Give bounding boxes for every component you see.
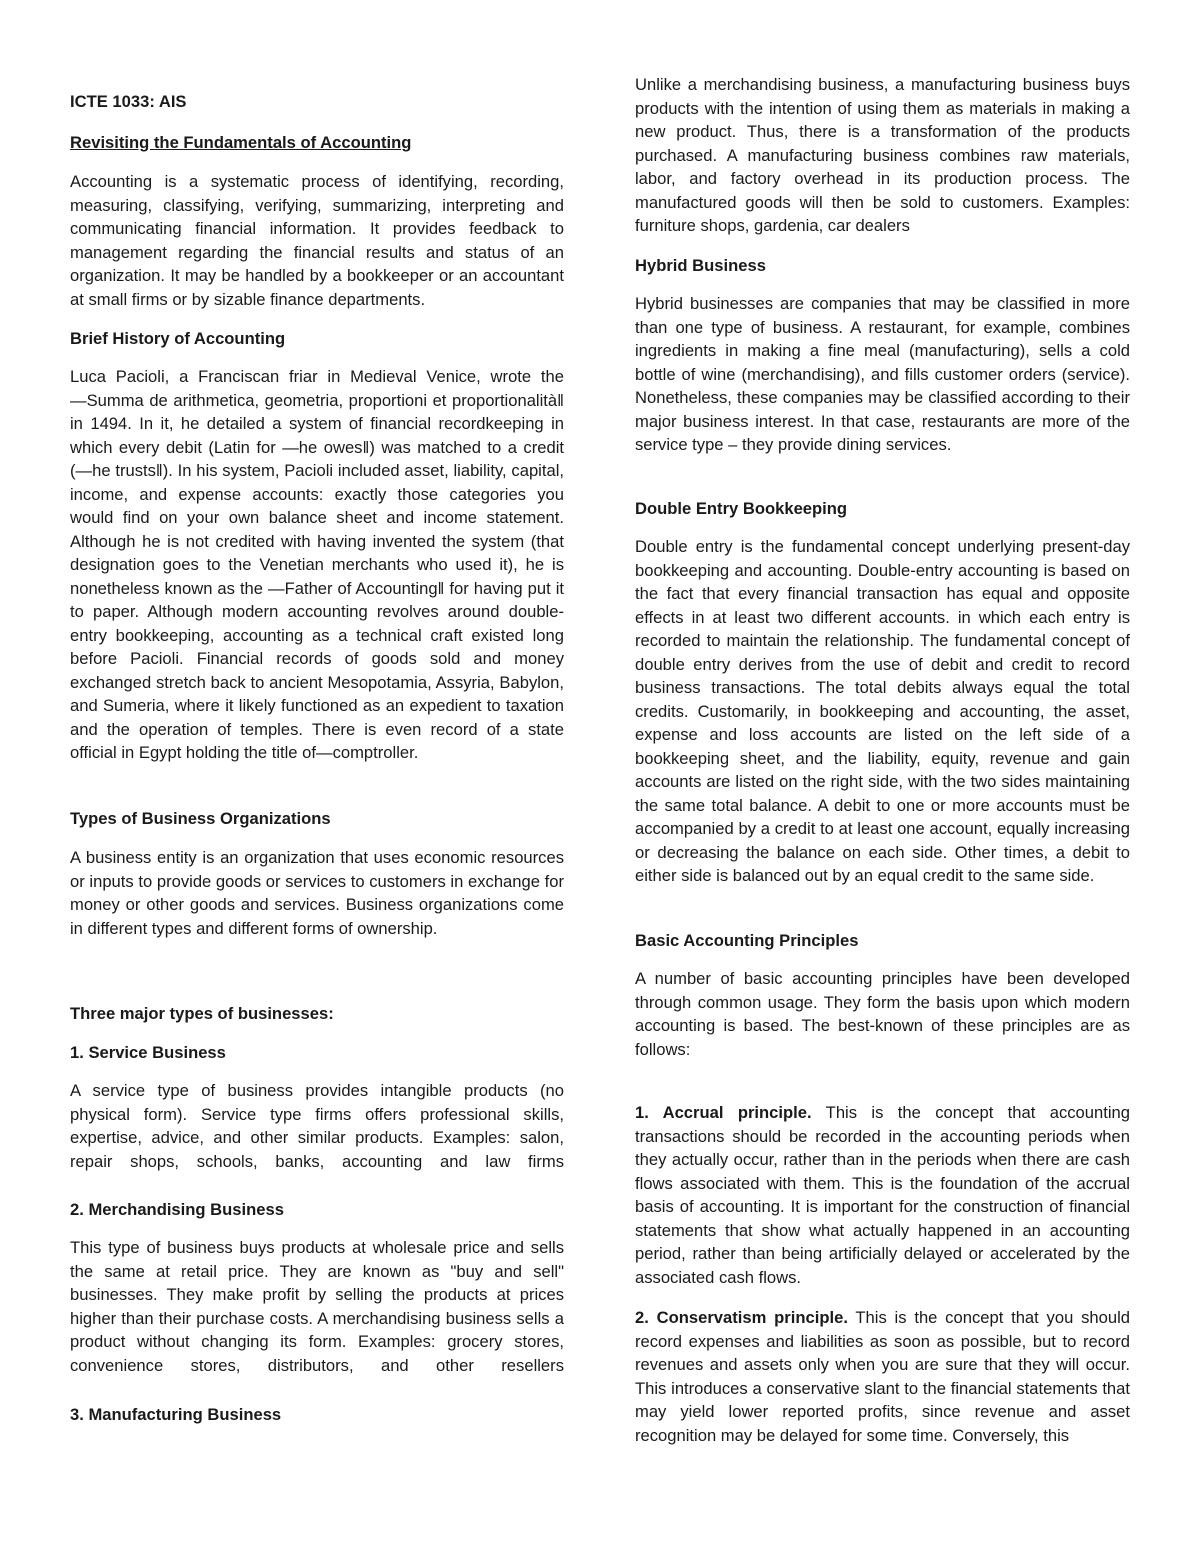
conservatism-principle-text: This is the concept that you should record expenses and liabilities as soon as possible, but to record revenues and assets only when you are sure that they will occur. This introduces a conservative slant to the financial statements that may yield lower reported profits, since revenue and asset recognition may be delayed for some time. Conversely, this xyxy=(635,1308,1130,1445)
accrual-principle-text: This is the concept that accounting transactions should be recorded in the accounting periods when they actually occur, rather than in the periods when there are cash flows associated with them. This is the foundation of the accrual basis of accounting. It is important for the construction of financial statements that show what actually happened in an accounting period, rather than being artificially delayed or accelerated by the associated cash flows. xyxy=(635,1103,1130,1287)
three-types-heading: Three major types of businesses: xyxy=(70,1004,334,1023)
intro-paragraph: Accounting is a systematic process of identifying, recording, measuring, classifying, verifying, summarizing, interpreting and communicating financial information. It provides feedback to management regarding the financial results and status of an organization. It may be handled by a bookkeeper or an accountant at small firms or by sizable finance departments. xyxy=(70,172,564,309)
merchandising-paragraph: This type of business buys products at wholesale price and sells the same at retail price. They are known as "buy and sell" businesses. They make profit by selling the products at prices higher than their purchase costs. A merchandising business sells a product without changing its form. Examples: grocery stores, convenience stores, distributors, and other resellers xyxy=(70,1238,564,1375)
principles-heading: Basic Accounting Principles xyxy=(635,931,859,950)
principles-paragraph: A number of basic accounting principles have been developed through common usage. They form the basis upon which modern accounting is based. The best-known of these principles are as follows: xyxy=(635,969,1130,1059)
service-heading: 1. Service Business xyxy=(70,1043,226,1062)
types-paragraph: A business entity is an organization that uses economic resources or inputs to provide goods or services to customers in exchange for money or other goods and services. Business organizations come in different types and different forms of ownership. xyxy=(70,848,564,938)
conservatism-principle-label: 2. Conservatism principle. xyxy=(635,1308,848,1327)
document-title: Revisiting the Fundamentals of Accounting xyxy=(70,133,412,152)
conservatism-principle-paragraph xyxy=(635,1306,1130,1447)
history-heading: Brief History of Accounting xyxy=(70,329,286,348)
hybrid-paragraph: Hybrid businesses are companies that may be classified in more than one type of business. A restaurant, for example, combines ingredients in making a fine meal (manufacturing), sells a cold bottle of wine (merchandising), and fills customer orders (service). Nonetheless, these companies may be classified according to their major business interest. In that case, restaurants are more of the service type – they provide dining services. xyxy=(635,294,1130,454)
course-code: ICTE 1033: AIS xyxy=(70,92,187,111)
double-entry-paragraph: Double entry is the fundamental concept underlying present-day bookkeeping and accounting. Double-entry accounting is based on the fact that every financial transaction has equal and opposite effects in at least two different accounts. in which each entry is recorded to maintain the relationship. The fundamental concept of double entry derives from the use of debit and credit to record business transactions. The total debits always equal the total credits. Customarily, in bookkeeping and accounting, the asset, expense and loss accounts are listed on the left side of a bookkeeping sheet, and the liability, equity, revenue and gain accounts are listed on the right side, with the two sides maintaining the same total balance. A debit to one or more accounts must be accompanied by a credit to at least one account, equally increasing or decreasing the balance on each side. Other times, a debit to either side is balanced out by an equal credit to the same side. xyxy=(635,537,1130,885)
manufacturing-heading: 3. Manufacturing Business xyxy=(70,1405,282,1424)
merchandising-heading: 2. Merchandising Business xyxy=(70,1200,284,1219)
hybrid-heading: Hybrid Business xyxy=(635,256,766,275)
types-heading: Types of Business Organizations xyxy=(70,809,331,828)
accrual-principle-label: 1. Accrual principle. xyxy=(635,1103,812,1122)
history-paragraph: Luca Pacioli, a Franciscan friar in Medieval Venice, wrote the ―Summa de arithmetica, geometria, proportioni et proportionalità‖ in 1494. In it, he detailed a system of financial recordkeeping in which every debit (Latin for ―he owes‖) was matched to a credit (―he trusts‖). In his system, Pacioli included asset, liability, capital, income, and expense accounts: exactly those categories you would find on your own balance sheet and income statement. Although he is not credited with having invented the system (that designation goes to the Venetian merchants who used it), he is nonetheless known as the ―Father of Accounting‖ for having put it to paper. Although modern accounting revolves around double-entry bookkeeping, accounting as a technical craft existed long before Pacioli. Financial records of goods sold and money exchanged stretch back to ancient Mesopotamia, Assyria, Babylon, and Sumeria, where it likely functioned as an expedient to taxation and the operation of temples. There is even record of a state official in Egypt holding the title of―comptroller. xyxy=(70,367,564,762)
accrual-principle-paragraph xyxy=(635,1101,1130,1289)
service-paragraph: A service type of business provides intangible products (no physical form). Service type firms offers professional skills, expertise, advice, and other similar products. Examples: salon, repair shops, schools, banks, accounting and law firms xyxy=(70,1081,564,1171)
manufacturing-paragraph: Unlike a merchandising business, a manufacturing business buys products with the intention of using them as materials in making a new product. Thus, there is a transformation of the products purchased. A manufacturing business combines raw materials, labor, and factory overhead in its production process. The manufactured goods will then be sold to customers. Examples: furniture shops, gardenia, car dealers xyxy=(635,75,1130,235)
double-entry-heading: Double Entry Bookkeeping xyxy=(635,499,848,518)
